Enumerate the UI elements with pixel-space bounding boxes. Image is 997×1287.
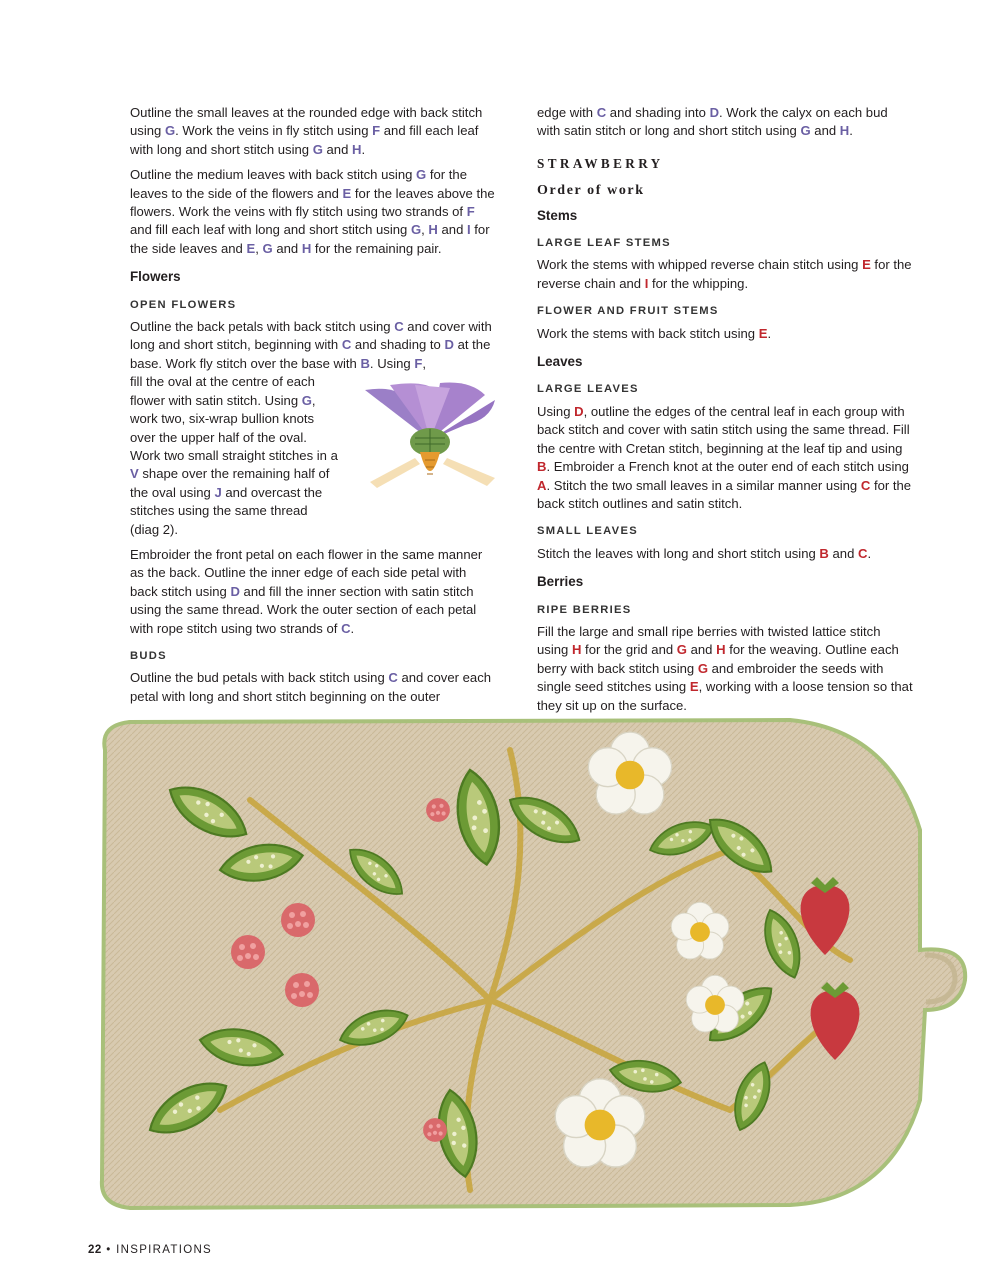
thread-letter: E	[689, 679, 699, 695]
thread-letter: H	[839, 123, 850, 139]
body-text: for the back stitch outlines and satin stitch.	[537, 477, 912, 511]
body-text: for the remaining pair.	[311, 240, 442, 256]
thread-letter: G	[676, 642, 687, 658]
body-text: for the whipping.	[648, 275, 749, 291]
body-text: and	[810, 123, 840, 139]
heading-small-leaves: SMALL LEAVES	[537, 525, 638, 538]
body-text: Fill the large and small ripe berries with twisted lattice stitch using	[537, 623, 881, 658]
heading-flower-fruit-stems: FLOWER AND FRUIT STEMS	[537, 305, 719, 318]
heading-berries: Berries	[537, 574, 584, 590]
thread-letter: B	[360, 355, 370, 371]
heading-ripe-berries: RIPE BERRIES	[537, 603, 632, 616]
paragraph-large-leaf-stems	[537, 256, 913, 293]
body-text: .	[350, 620, 355, 636]
thread-letter: J	[214, 484, 222, 500]
flower-diagram	[355, 380, 505, 505]
heading-stems: Stems	[537, 207, 578, 223]
body-text: Outline the medium leaves with back stitch using	[130, 167, 417, 183]
body-text: at the base. Work fly stitch over the base with	[130, 337, 491, 371]
body-text: for the weaving. Outline each berry with back stitch using	[537, 642, 899, 676]
body-text: . Stitch the two small leaves in a similar manner using	[546, 477, 861, 493]
body-text: for the leaves above the flowers. Work the veins with fly stitch using two strands of	[130, 185, 495, 220]
body-text: Stitch the leaves with long and short stitch using	[537, 545, 820, 561]
body-text: and shading into	[606, 105, 710, 120]
paragraph-open-flowers-cont	[130, 373, 340, 539]
thread-letter: E	[342, 185, 352, 201]
body-text: ,	[421, 222, 429, 238]
body-text: and	[322, 141, 352, 157]
thread-letter: F	[372, 123, 381, 139]
thread-letter: C	[596, 105, 607, 120]
thread-letter: E	[246, 240, 256, 256]
body-text: for the side leaves and	[130, 222, 490, 256]
paragraph-small-leaves	[130, 104, 496, 159]
thread-letter: I	[467, 222, 471, 238]
heading-buds: BUDS	[130, 649, 167, 662]
body-text: , work two, six-wrap bullion knots over the upper half of the oval. Work two small straight stitches in a	[130, 392, 338, 463]
paragraph-medium-leaves	[130, 166, 496, 258]
thread-letter: C	[860, 477, 871, 493]
page-number: 22	[88, 1244, 102, 1256]
heading-large-leaf-stems: LARGE LEAF STEMS	[537, 237, 671, 250]
thread-letter: E	[862, 257, 871, 273]
thread-letter: D	[444, 337, 454, 353]
body-text: for the reverse chain and	[537, 257, 912, 291]
thread-letter: E	[758, 325, 768, 341]
thread-letter: V	[130, 466, 139, 482]
body-text: and overcast the stitches using the same thread (diag 2).	[130, 484, 323, 537]
thread-letter: C	[858, 545, 868, 561]
thread-letter: G	[262, 240, 273, 256]
body-text: and	[828, 545, 858, 561]
thread-letter: F	[414, 355, 423, 371]
thread-letter: G	[416, 167, 427, 183]
body-text: . Work the calyx on each bud with satin stitch or long and short stitch using	[537, 105, 888, 139]
body-text: . Using	[369, 355, 415, 371]
paragraph-buds	[130, 669, 496, 706]
thread-letter: H	[352, 141, 362, 157]
thread-letter: H	[301, 240, 312, 256]
body-text: and cover with long and short stitch, beginning with	[130, 319, 492, 353]
body-text: ,	[255, 240, 263, 256]
body-text: and	[272, 240, 302, 256]
body-text: . Work the veins in fly stitch using	[175, 123, 373, 139]
paragraph-ripe-berries	[537, 623, 913, 715]
body-text: for the leaves to the side of the flowers and	[130, 167, 467, 201]
heading-flowers: Flowers	[130, 269, 181, 285]
body-text: Work the stems with whipped reverse chain stitch using	[537, 257, 863, 273]
thread-letter: I	[644, 275, 649, 291]
thread-letter: H	[571, 642, 582, 658]
paragraph-open-flowers	[130, 318, 496, 373]
embroidered-panel	[90, 710, 970, 1220]
thread-letter: D	[230, 583, 240, 599]
body-text: . Embroider a French knot at the outer end of each stitch using	[546, 459, 909, 475]
thread-letter: G	[800, 123, 811, 139]
body-text: and	[686, 642, 717, 658]
body-text: and embroider the seeds with single seed stitches using	[537, 660, 884, 695]
heading-order-of-work: Order of work	[537, 183, 645, 199]
body-text: fill the oval at the centre of each flower with satin stitch. Using	[130, 374, 315, 408]
body-text: , working with a loose tension so that they sit up on the surface.	[537, 679, 913, 713]
body-text: Outline the bud petals with back stitch using	[130, 670, 389, 686]
thread-letter: A	[537, 477, 547, 493]
heading-large-leaves: LARGE LEAVES	[537, 383, 639, 396]
thread-letter: B	[819, 545, 829, 561]
thread-letter: F	[466, 204, 475, 220]
paragraph-large-leaves	[537, 403, 913, 513]
thread-letter: H	[716, 642, 726, 658]
body-text: .	[361, 141, 366, 157]
body-text: and shading to	[351, 337, 445, 353]
body-text: Outline the small leaves at the rounded edge with back stitch using	[130, 105, 483, 139]
thread-letter: B	[537, 459, 547, 475]
page-footer	[88, 1244, 212, 1256]
paragraph-buds-cont	[537, 104, 913, 141]
body-text: .	[867, 545, 872, 561]
thread-letter: G	[697, 660, 709, 676]
body-text: and	[437, 222, 468, 238]
thread-letter: C	[394, 319, 404, 335]
body-text: Embroider the front petal on each flower in the same manner as the back. Outline the inner edge of each side petal with back stitch using	[130, 546, 483, 599]
body-text: shape over the remaining half of the oval using	[130, 466, 330, 500]
body-text: , outline the edges of the central leaf in each group with back stitch and cover with satin stitch using the same thread. Fill the centre with Cretan stitch, beginning at the leaf tip and using	[537, 403, 910, 456]
magazine-name: INSPIRATIONS	[116, 1244, 213, 1256]
footer-separator: •	[106, 1244, 112, 1256]
body-text: .	[849, 123, 853, 139]
body-text: for the grid and	[581, 642, 677, 658]
body-text: Outline the back petals with back stitch using	[130, 319, 395, 335]
heading-leaves: Leaves	[537, 354, 583, 370]
thread-letter: C	[388, 670, 398, 686]
thread-letter: G	[312, 141, 323, 157]
body-text: Work the stems with back stitch using	[537, 325, 759, 341]
body-text: .	[767, 325, 772, 341]
thread-letter: D	[574, 403, 584, 419]
body-text: Using	[537, 403, 575, 419]
body-text: and fill the inner section with satin stitch using the same thread. Work the outer section of each petal with rope stitch using two strands of	[130, 583, 477, 636]
paragraph-flower-fruit-stems	[537, 325, 913, 343]
thread-letter: C	[341, 337, 352, 353]
heading-strawberry: STRAWBERRY	[537, 155, 664, 171]
thread-letter: C	[341, 620, 351, 636]
thread-letter: G	[164, 123, 176, 139]
thread-letter: H	[428, 222, 438, 238]
right-column	[537, 104, 913, 722]
body-text: edge with	[537, 105, 597, 120]
heading-open-flowers: OPEN FLOWERS	[130, 298, 237, 311]
thread-letter: D	[709, 105, 720, 120]
body-text: and fill each leaf with long and short stitch using	[130, 222, 411, 238]
body-text: ,	[422, 355, 426, 371]
body-text: and cover each petal with long and short stitch beginning on the outer	[130, 670, 492, 704]
paragraph-small-leaves-right	[537, 545, 913, 563]
paragraph-front-petal	[130, 546, 496, 638]
thread-letter: G	[410, 222, 422, 238]
body-text: and fill each leaf with long and short stitch using	[130, 123, 479, 157]
thread-letter: G	[301, 392, 312, 408]
